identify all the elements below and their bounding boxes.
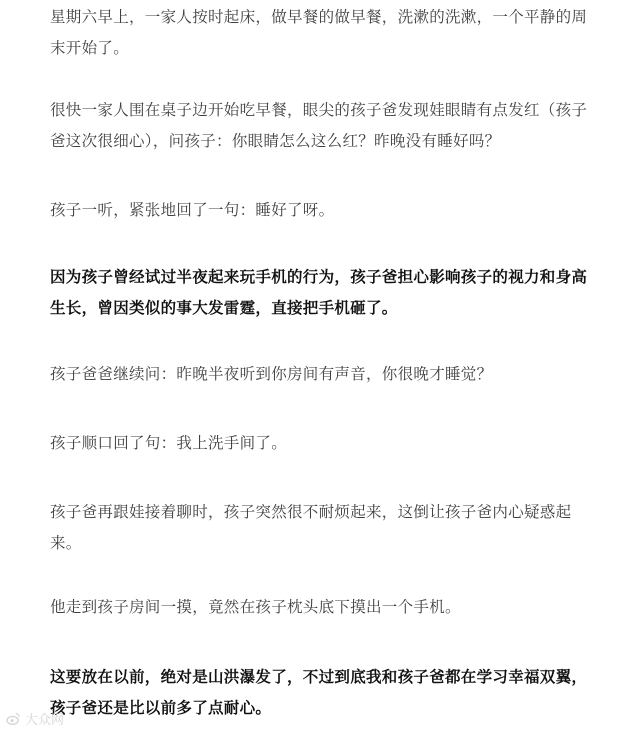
paragraph-1: 星期六早上，一家人按时起床，做早餐的做早餐，洗漱的洗漱，一个平静的周末开始了。 — [50, 8, 588, 57]
paragraph-8: 他走到孩子房间一摸，竟然在孩子枕头底下摸出一个手机。 — [50, 598, 461, 616]
paragraph-7: 孩子爸再跟娃接着聊时，孩子突然很不耐烦起来，这倒让孩子爸内心疑惑起来。 — [50, 503, 572, 552]
paragraph-2: 很快一家人围在桌子边开始吃早餐，眼尖的孩子爸发现娃眼睛有点发红（孩子爸这次很细心），问孩子：你眼睛怎么这么红？昨晚没有睡好吗？ — [50, 101, 588, 150]
watermark-text: 大众网 — [25, 712, 65, 728]
paragraph-9: 这要放在以前，绝对是山洪瀑发了，不过到底我和孩子爸都在学习幸福双翼，孩子爸还是比以前多了点耐心。 — [50, 668, 588, 717]
watermark — [6, 708, 64, 728]
paragraph-5: 孩子爸爸继续问：昨晚半夜听到你房间有声音，你很晚才睡觉？ — [50, 365, 493, 383]
paragraph-4: 因为孩子曾经试过半夜起来玩手机的行为，孩子爸担心影响孩子的视力和身高生长，曾因类似的事大发雷霆，直接把手机砸了。 — [50, 268, 588, 317]
paragraph-6: 孩子顺口回了句：我上洗手间了。 — [50, 434, 288, 452]
weibo-icon — [6, 711, 21, 726]
paragraph-3: 孩子一听，紧张地回了一句：睡好了呀。 — [50, 201, 335, 219]
